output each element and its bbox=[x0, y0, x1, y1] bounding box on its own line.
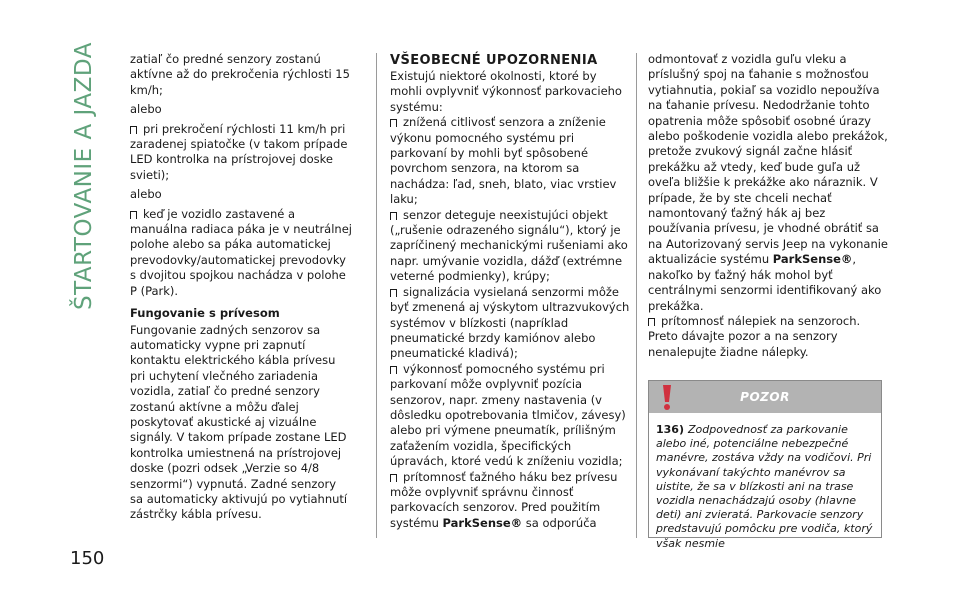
paragraph bbox=[648, 52, 888, 314]
bullet-icon bbox=[648, 318, 655, 326]
bullet-text: výkonnosť pomocného systému pri parkovaní môže ovplyvniť pozícia senzorov, napr. zmeny nastavenia (v dôsledku opotrebovania tlmičov, závesy) alebo pri výmene pneumatík, prílišným zaťažením vozidla, špecifických úpravách, ktoré vedú k zníženiu vozidla; bbox=[390, 361, 626, 469]
brand-name: ParkSense® bbox=[772, 252, 853, 267]
bullet-icon bbox=[390, 366, 397, 374]
bullet-icon bbox=[130, 211, 137, 219]
paragraph-text: , nakoľko by ťažný hák mohol byť centrálnymi senzormi identifikovaný ako prekážka. bbox=[648, 252, 882, 313]
bullet-item bbox=[390, 285, 630, 362]
bullet-text: senzor deteguje neexistujúci objekt („rušenie odrazeného signálu“), ktorý je zapríčinený mechanickými rušeniami ako napr. umývanie vozidla, dážď (extrémne veterné podmienky), krúpy; bbox=[390, 207, 628, 284]
bullet-item bbox=[390, 470, 630, 532]
warning-header bbox=[649, 381, 881, 413]
bullet-item bbox=[648, 314, 888, 360]
bullet-item bbox=[390, 115, 630, 207]
warning-body bbox=[649, 413, 881, 551]
column-divider bbox=[376, 53, 377, 538]
text-column-3 bbox=[648, 52, 888, 360]
warning-box bbox=[648, 380, 882, 550]
warning-text: Zodpovednosť za parkovanie alebo iné, potenciálne nebezpečné manévre, zostáva vždy na vodičovi. Pri vykonávaní takýchto manévrov sa uistite, že sa v blízkosti ani na trase vozidla nenachádzajú osoby (hlavne deti) ani zvieratá. Parkovacie senzory predstavujú pomôcku pre vodiča, ktorý však nesmie bbox=[656, 423, 873, 550]
warning-title: POZOR bbox=[740, 390, 790, 404]
paragraph-text: odmontovať z vozidla guľu vleku a príslušný spoj na ťahanie s možnosťou vytiahnutia, pokiaľ sa vozidlo nepoužíva na ťahanie prívesu. Nedodržanie tohto opatrenia môže spôsobiť osobné úrazy alebo poškodenie vozidla alebo prekážok, pretože zvukový signál začne hlásiť prekážku až vtedy, keď bude guľa už oveľa bližšie k prekážke ako náraznik. V prípade, že by ste chceli nechať namontovaný ťažný hák aj bez používania prívesu, je vhodné obrátiť sa na Autorizovaný servis Jeep na vykonanie aktualizácie systému bbox=[648, 52, 889, 267]
bullet-item bbox=[390, 208, 630, 285]
bullet-text: pri prekročení rýchlosti 11 km/h pri zaradenej spiatočke (v takom prípade LED kontrolka na prístrojovej doske svieti); bbox=[130, 121, 348, 182]
bullet-text: prítomnosť nálepiek na senzoroch. Preto dávajte pozor a na senzory nenalepujte žiadne nálepky. bbox=[648, 313, 861, 359]
paragraph: Existujú niektoré okolnosti, ktoré by mohli ovplyvniť výkonnosť parkovacieho systému: bbox=[390, 69, 622, 114]
bullet-item bbox=[390, 362, 630, 470]
text-column-1 bbox=[130, 52, 352, 523]
page-number: 150 bbox=[70, 548, 105, 569]
warning-number: 136) bbox=[656, 423, 684, 436]
paragraph-alebo: alebo bbox=[130, 102, 162, 117]
bullet-icon bbox=[130, 126, 137, 134]
bullet-item bbox=[130, 122, 352, 184]
bullet-text: znížená citlivosť senzora a zníženie výkonu pomocného systému pri parkovaní by mohli byť spôsobené povrchom senzora, na ktorom sa nachádza: ľad, sneh, blato, viac vrstiev laku; bbox=[390, 115, 617, 207]
paragraph: zatiaľ čo predné senzory zostanú aktívne až do prekročenia rýchlosti 15 km/h; bbox=[130, 52, 350, 97]
bullet-icon bbox=[390, 119, 397, 127]
subheading: Fungovanie s prívesom bbox=[130, 306, 280, 321]
text-column-2 bbox=[390, 52, 630, 531]
bullet-item bbox=[130, 207, 352, 299]
bullet-text: signalizácia vysielaná senzormi môže byť zmenená aj výskytom ultrazvukových systémov v blízkosti (napríklad pneumatické brzdy kamiónov alebo pneumatické kladivá); bbox=[390, 284, 630, 361]
bullet-icon bbox=[390, 474, 397, 482]
brand-name: ParkSense® bbox=[442, 515, 523, 530]
section-title-vertical bbox=[58, 42, 110, 310]
section-heading: VŠEOBECNÉ UPOZORNENIA bbox=[390, 53, 598, 68]
bullet-icon bbox=[390, 212, 397, 220]
bullet-text: keď je vozidlo zastavené a manuálna radiaca páka je v neutrálnej polohe alebo sa páka automatickej prevodovky/automatickej prevodovky s dvojitou spojkou nachádza v polohe P (Park). bbox=[130, 206, 352, 298]
paragraph-alebo: alebo bbox=[130, 187, 162, 202]
bullet-text: sa odporúča bbox=[522, 515, 597, 530]
paragraph: Fungovanie zadných senzorov sa automaticky vypne pri zapnutí kontaktu elektrického kábla prívesu pri uchytení vlečného zariadenia vozidla, zatiaľ čo predné senzory zostanú aktívne a môžu ďalej poskytovať akustické aj vizuálne signály. V takom prípade zostane LED kontrolka umiestnená na prístrojovej doske (pozri odsek „Verzie so 4/8 senzormi“) vypnutá. Zadné senzory sa automaticky aktivujú po vytiahnutí zástrčky kábla prívesu. bbox=[130, 322, 348, 522]
column-divider bbox=[636, 53, 637, 538]
section-title-text: ŠTARTOVANIE A JAZDA bbox=[71, 42, 97, 310]
bullet-icon bbox=[390, 289, 397, 297]
exclamation-icon bbox=[657, 383, 677, 411]
bullet-text: prítomnosť ťažného háku bez prívesu môže ovplyvniť správnu činnosť parkovacích senzorov. Pred použitím systému bbox=[390, 469, 618, 530]
